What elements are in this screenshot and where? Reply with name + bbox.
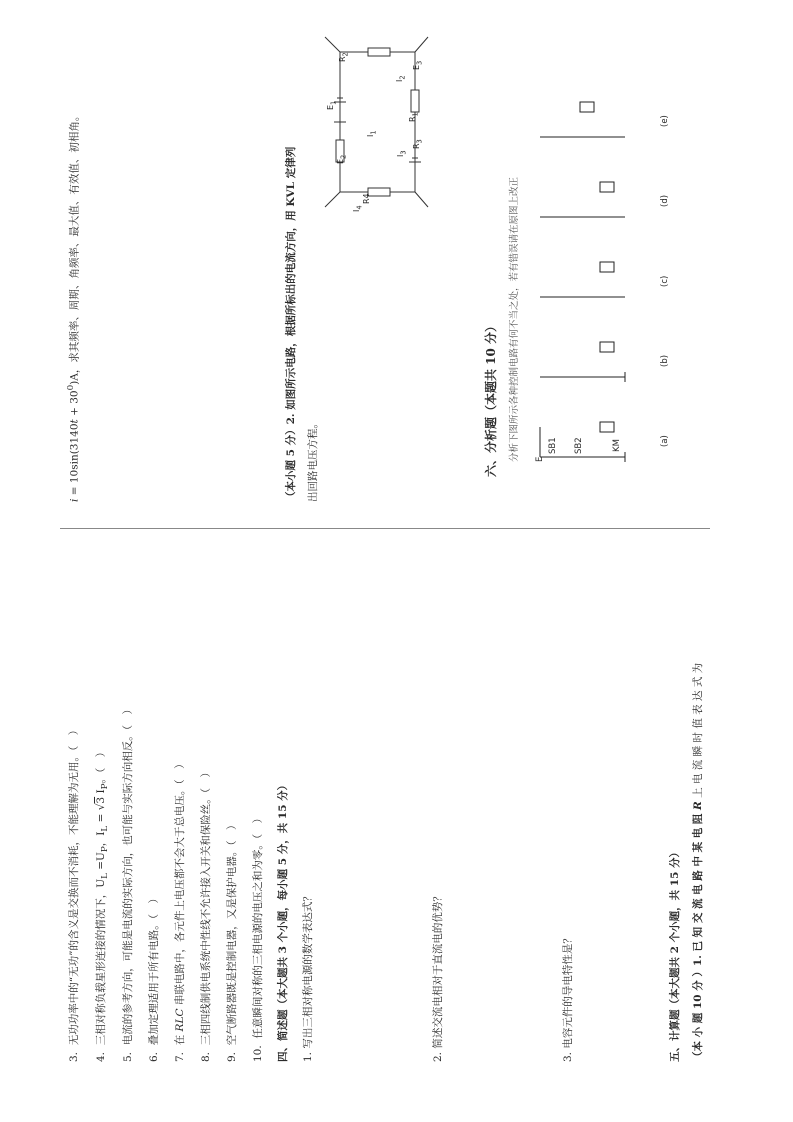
question-4-3: 3. 电容元件的导电特性是？ xyxy=(562,933,574,1062)
label-part: E xyxy=(336,158,345,164)
formula-sup: 0 xyxy=(66,384,76,391)
section-4-title: 四、简述题（本大题共 3 个小题，每小题 5 分，共 15 分） xyxy=(277,779,289,1062)
item-text: 任意瞬间对称的三相电源的电压之和为零。（ ） xyxy=(252,812,264,1039)
label-part: I xyxy=(352,209,361,212)
label-sub: 2 xyxy=(398,75,407,80)
question-5-2-line1 xyxy=(283,147,298,502)
label-I1 xyxy=(366,130,378,137)
item-num: 10. xyxy=(252,1045,264,1062)
label-part: R xyxy=(412,143,421,149)
item-6 xyxy=(146,893,161,1062)
item-text: = xyxy=(95,810,107,826)
diagram-label-sb2: SB2 xyxy=(574,437,584,454)
subscript: P xyxy=(100,846,111,853)
diagram-caption-a: (a) xyxy=(660,435,670,447)
label-R3 xyxy=(412,139,424,149)
label-I4 xyxy=(352,205,364,212)
q-italic: R xyxy=(692,801,704,810)
formula-text: )A，求其频率、周期、角频率、最大值、有效值、初相角。 xyxy=(68,110,81,385)
label-R1 xyxy=(408,112,420,122)
diagram-caption-c: (c) xyxy=(660,275,670,287)
label-part: E xyxy=(412,64,421,70)
item-5 xyxy=(120,704,135,1062)
label-sub: 1 xyxy=(411,112,420,117)
item-4 xyxy=(93,747,110,1062)
item-text: 三相对称负载星形连接的情况下，U xyxy=(95,878,107,1046)
label-R2 xyxy=(338,52,350,62)
item-text: ，I xyxy=(95,831,107,847)
item-8 xyxy=(198,767,213,1062)
formula-line xyxy=(66,111,82,502)
item-text: 。（ ） xyxy=(95,746,107,784)
subscript: L xyxy=(100,873,111,879)
item-num: 6. xyxy=(148,1051,160,1062)
diagram-caption-b: (b) xyxy=(660,354,670,367)
diagram-label-km: KM xyxy=(612,439,622,452)
item-text: 串联电路中，各元件上电压都不会大于总电压。（ ） xyxy=(174,758,186,1009)
question-5-2-line2: 出回路电压方程。 xyxy=(307,418,319,502)
formula-text: = 10sin(3140 xyxy=(68,423,81,499)
item-7 xyxy=(172,758,187,1062)
label-sub: 1 xyxy=(369,130,378,135)
q-text: （本 小 题 10 分 ）1. 已 知 交 流 电 路 中 某 电 阻 xyxy=(692,809,704,1062)
section-6-title: 六、分析题（本题共 10 分） xyxy=(484,319,498,477)
item-text: 叠加定理适用于所有电路。（ ） xyxy=(148,893,160,1046)
q-text: （本小题 5 分）2. 如图所示电路，根据所标出的电流方向，用 KVL 定律列 xyxy=(285,146,297,502)
item-italic: RLC xyxy=(174,1008,186,1032)
label-part: E xyxy=(326,104,335,110)
item-text: I xyxy=(95,789,107,797)
section-5-title: 五、计算题（本大题共 2 个小题，共 15 分） xyxy=(669,846,681,1062)
diagram-caption-e: (e) xyxy=(660,115,670,127)
sqrt-symbol: √ xyxy=(95,803,107,811)
q-text: 上 电 流 瞬 时 值 表 达 式 为 xyxy=(692,662,704,802)
label-sub: 4 xyxy=(355,205,364,210)
item-num: 7. xyxy=(174,1051,186,1062)
label-part: I xyxy=(395,79,404,82)
label-part: R xyxy=(408,116,417,122)
label-part: I xyxy=(366,134,375,137)
label-I2 xyxy=(395,75,407,82)
item-9 xyxy=(224,820,239,1062)
diagram-label-sb1: SB1 xyxy=(548,437,558,454)
sqrt-value: 3 xyxy=(95,796,107,804)
item-text: 电流的参考方向，可能是电流的实际方向，也可能与实际方向相反。（ ） xyxy=(122,704,134,1046)
label-R4: R4 xyxy=(362,193,371,204)
circuit-diagram xyxy=(320,22,430,222)
label-sub: 3 xyxy=(415,139,424,144)
formula-t: t xyxy=(68,419,81,424)
diagram-label-e: E xyxy=(535,456,545,462)
section-6-description: 分析下图所示各种控制电路有何不当之处，若有错误请在原图上改正 xyxy=(509,176,520,462)
item-num: 8. xyxy=(200,1051,212,1062)
item-num: 9. xyxy=(226,1051,238,1062)
formula-text: + 30 xyxy=(68,390,81,420)
label-part: I xyxy=(396,154,405,157)
item-text: 无功功率中的“无功”的含义是交换而不消耗，不能理解为无用。（ ） xyxy=(68,724,80,1046)
item-text: 在 xyxy=(174,1031,186,1046)
label-part: R xyxy=(338,56,347,62)
label-sub: 1 xyxy=(329,100,338,105)
item-text: 空气断路器既是控制电器，又是保护电器。（ ） xyxy=(226,819,238,1046)
label-sub: 2 xyxy=(341,52,350,57)
item-num: 5. xyxy=(122,1051,134,1062)
item-10 xyxy=(250,813,265,1062)
item-text: =U xyxy=(95,852,107,874)
diagram-caption-d: (d) xyxy=(660,194,670,207)
label-E2 xyxy=(336,155,348,164)
column-divider xyxy=(60,528,710,529)
label-sub: 2 xyxy=(339,154,348,159)
subscript: P xyxy=(100,783,111,790)
item-text: 三相四线制供电系统中性线不允许接入开关和保险丝。（ ） xyxy=(200,767,212,1046)
label-sub: 3 xyxy=(415,60,424,65)
formula-i: i xyxy=(68,498,81,502)
section-5-q1 xyxy=(690,663,705,1062)
control-diagrams xyxy=(530,67,640,467)
label-sub: 3 xyxy=(399,150,408,155)
label-E1 xyxy=(326,101,338,110)
label-E3 xyxy=(412,61,424,70)
item-num: 3. xyxy=(68,1051,80,1062)
item-num: 4. xyxy=(95,1051,107,1062)
label-I3 xyxy=(396,150,408,157)
subscript: L xyxy=(100,825,111,832)
question-4-1: 1. 写出三相对称电源的数学表达式？ xyxy=(302,891,314,1062)
question-4-2: 2. 简述交流电相对于直流电的优势？ xyxy=(432,891,444,1062)
item-3 xyxy=(66,725,81,1062)
